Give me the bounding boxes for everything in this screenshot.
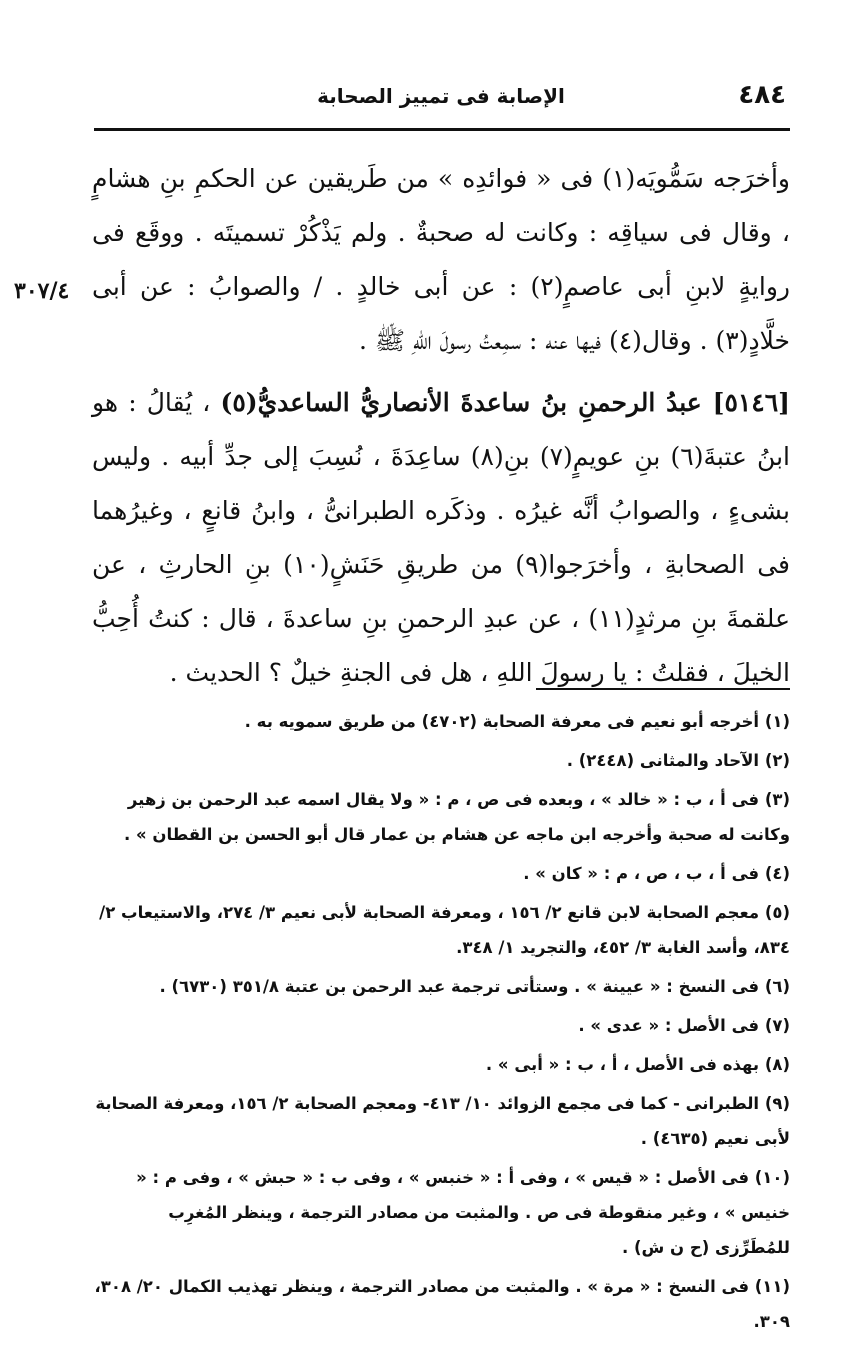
footnote-1: (١) أخرجه أبو نعيم فى معرفة الصحابة (٤٧٠٢) من طريق سمويه به . — [244, 712, 790, 731]
footnotes — [92, 704, 790, 1343]
running-title: الإصابة فى تمييز الصحابة — [317, 84, 565, 108]
page-number: ٤٨٤ — [738, 80, 786, 110]
entry-body: ، يُقالُ : هو ابنُ عتبةَ(٦) بنِ عويمٍ(٧) بنِ(٨) ساعِدَةَ ، نُسِبَ إلى جدِّ أبيه . وليس بشىءٍ ، والصوابُ أنَّه غيرُه . وذكَره الطبرانىُّ ، وابنُ قانعٍ ، وغيرُهما فى الصحابةِ ، وأخرَجوا(٩) من طريقِ حَنَشٍ(١٠) بنِ الحارثِ ، عن علقمةَ بنِ مرثدٍ(١١) ، عن عبدِ الرحمنِ بنِ ساعدةَ ، قال : كنتُ أُحِبُّ الخيلَ ، فقلتُ : يا رسولَ اللهِ ، هل فى الجنةِ خيلٌ ؟ الحديث . — [92, 388, 790, 687]
entry-heading: [٥١٤٦] عبدُ الرحمنِ بنُ ساعدةَ الأنصاريُّ الساعديُّ(٥) — [220, 388, 790, 417]
footnote-6: (٦) فى النسخ : « عيينة » . وستأتى ترجمة عبد الرحمن بن عتبة ٣٥١/٨ (٦٧٣٠) . — [159, 977, 790, 996]
footnote-5: (٥) معجم الصحابة لابن قانع ٢/ ١٥٦ ، ومعرفة الصحابة لأبى نعيم ٣/ ٢٧٤، والاستيعاب ٢/ ٨٣٤، وأسد الغابة ٣/ ٤٥٢، والتجريد ١/ ٣٤٨. — [99, 903, 790, 957]
margin-reference: ٣٠٧/٤ — [14, 278, 70, 304]
footnote-rule — [536, 688, 790, 690]
footnote-10: (١٠) فى الأصل : « قيس » ، وفى أ : « خنبس » ، وفى ب : « حبش » ، وفى م : « خنيس » ، وغير منقوطة فى ص . والمثبت من مصادر الترجمة ، وينظر المُغرِب للمُطَرِّزى (ح ن ش) . — [136, 1168, 790, 1257]
footnote-7: (٧) فى الأصل : « عدى » . — [578, 1016, 790, 1035]
footnote-11: (١١) فى النسخ : « مرة » . والمثبت من مصادر الترجمة ، وينظر تهذيب الكمال ٢٠/ ٣٠٨، ٣٠٩. — [94, 1277, 790, 1331]
footnote-8: (٨) بهذه فى الأصل ، أ ، ب : « أبى » . — [485, 1055, 790, 1074]
footnote-2: (٢) الآحاد والمثانى (٢٤٤٨) . — [566, 751, 790, 770]
entry-5146 — [92, 376, 790, 700]
footnote-3: (٣) فى أ ، ب : « خالد » ، وبعده فى ص ، م : « ولا يقال اسمه عبد الرحمن بن زهير وكانت له صحبة وأخرجه ابن ماجه عن هشام بن عمار قال أبو الحسن بن القطان » . — [123, 790, 790, 844]
page-header — [96, 78, 786, 122]
paragraph-1: وأخرَجه سَمُّويَه(١) فى « فوائدِه » من طَريقين عن الحكمِ بنِ هشامٍ ، وقال فى سياقِه : وكانت له صحبةٌ . ولم يَذْكُرْ تسميتَه . ووقَع فى روايةٍ لابنِ أبى عاصمٍ(٢) : عن أبى خالدٍ . / والصوابُ : عن أبى خلَّادٍ(٣) . وقال(٤) فيها عنه : سمِعتُ رسولَ اللهِ ﷺ . — [92, 164, 790, 355]
footnote-9: (٩) الطبرانى - كما فى مجمع الزوائد ١٠/ ٤١٣- ومعجم الصحابة ٢/ ١٥٦، ومعرفة الصحابة لأبى نعيم (٤٦٣٥) . — [95, 1094, 790, 1148]
footnote-4: (٤) فى أ ، ب ، ص ، م : « كان » . — [523, 864, 790, 883]
header-rule — [94, 128, 790, 131]
main-text — [92, 152, 790, 700]
